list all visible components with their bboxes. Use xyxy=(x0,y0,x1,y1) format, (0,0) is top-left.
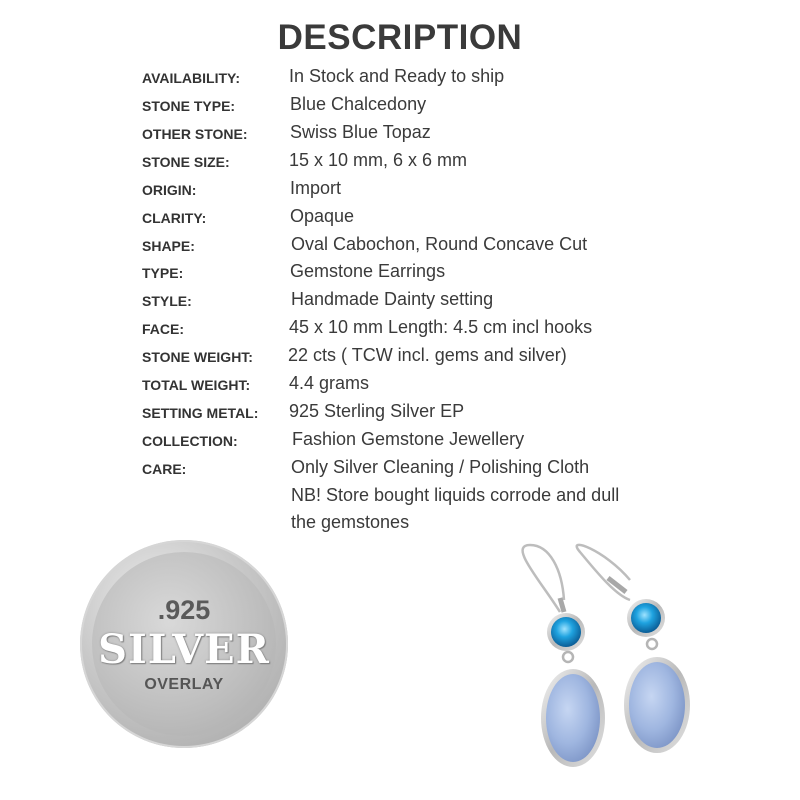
spec-value: Import xyxy=(290,178,342,198)
spec-row-face xyxy=(0,319,800,347)
spec-label: COLLECTION: xyxy=(142,433,238,449)
spec-value: Swiss Blue Topaz xyxy=(290,122,431,142)
spec-label: AVAILABILITY: xyxy=(142,70,240,86)
right-chalcedony-stone xyxy=(629,662,685,748)
spec-label: TYPE: xyxy=(142,265,184,281)
spec-value: In Stock and Ready to ship xyxy=(289,66,505,86)
spec-label: TOTAL WEIGHT: xyxy=(142,377,251,393)
left-jump-ring xyxy=(563,652,573,662)
spec-value: 4.4 grams xyxy=(289,373,370,393)
care-note: NB! Store bought liquids corrode and dull xyxy=(291,485,620,505)
care-note-row-2 xyxy=(0,514,800,542)
page-title: DESCRIPTION xyxy=(277,18,523,57)
spec-label: CARE: xyxy=(142,461,187,477)
spec-label: STYLE: xyxy=(142,293,192,309)
spec-row-other-stone xyxy=(0,124,800,152)
spec-label: STONE WEIGHT: xyxy=(142,349,253,365)
silver-overlay-badge xyxy=(80,540,288,748)
spec-row-origin xyxy=(0,180,800,208)
spec-row-stone-weight xyxy=(0,347,800,375)
spec-row-total-weight xyxy=(0,375,800,403)
spec-value: Oval Cabochon, Round Concave Cut xyxy=(291,234,588,254)
spec-label: CLARITY: xyxy=(142,210,207,226)
care-note: the gemstones xyxy=(291,512,410,532)
spec-row-stone-size xyxy=(0,152,800,180)
spec-row-availability xyxy=(0,68,800,96)
spec-label: STONE TYPE: xyxy=(142,98,236,114)
spec-row-clarity xyxy=(0,208,800,236)
spec-row-type xyxy=(0,263,800,291)
left-hook xyxy=(523,545,564,612)
right-topaz-stone xyxy=(631,603,661,633)
spec-value: Gemstone Earrings xyxy=(290,261,446,281)
spec-label: SETTING METAL: xyxy=(142,405,259,421)
spec-row-setting-metal xyxy=(0,403,800,431)
spec-value: Blue Chalcedony xyxy=(290,94,427,114)
spec-value: Fashion Gemstone Jewellery xyxy=(292,429,525,449)
spec-value: 22 cts ( TCW incl. gems and silver) xyxy=(288,345,567,365)
left-coil xyxy=(560,598,564,612)
spec-label: ORIGIN: xyxy=(142,182,197,198)
left-topaz-stone xyxy=(551,617,581,647)
spec-value: 45 x 10 mm Length: 4.5 cm incl hooks xyxy=(289,317,593,337)
left-earring xyxy=(523,545,605,767)
spec-value: 925 Sterling Silver EP xyxy=(289,401,465,421)
spec-row-collection xyxy=(0,431,800,459)
earrings-photo xyxy=(500,540,720,790)
badge-purity: .925 xyxy=(157,595,211,625)
spec-label: FACE: xyxy=(142,321,184,337)
spec-row-care xyxy=(0,459,800,487)
spec-label: STONE SIZE: xyxy=(142,154,230,170)
spec-value: Handmade Dainty setting xyxy=(291,289,494,309)
right-jump-ring xyxy=(647,639,657,649)
spec-value: 15 x 10 mm, 6 x 6 mm xyxy=(289,150,468,170)
badge-finish: OVERLAY xyxy=(144,676,224,693)
spec-value: Opaque xyxy=(290,206,355,226)
spec-row-style xyxy=(0,291,800,319)
spec-label: OTHER STONE: xyxy=(142,126,248,142)
spec-label: SHAPE: xyxy=(142,238,195,254)
badge-metal: SILVER xyxy=(98,626,270,673)
left-chalcedony-stone xyxy=(546,674,600,762)
spec-row-stone-type xyxy=(0,96,800,124)
spec-value: Only Silver Cleaning / Polishing Cloth xyxy=(291,457,590,477)
